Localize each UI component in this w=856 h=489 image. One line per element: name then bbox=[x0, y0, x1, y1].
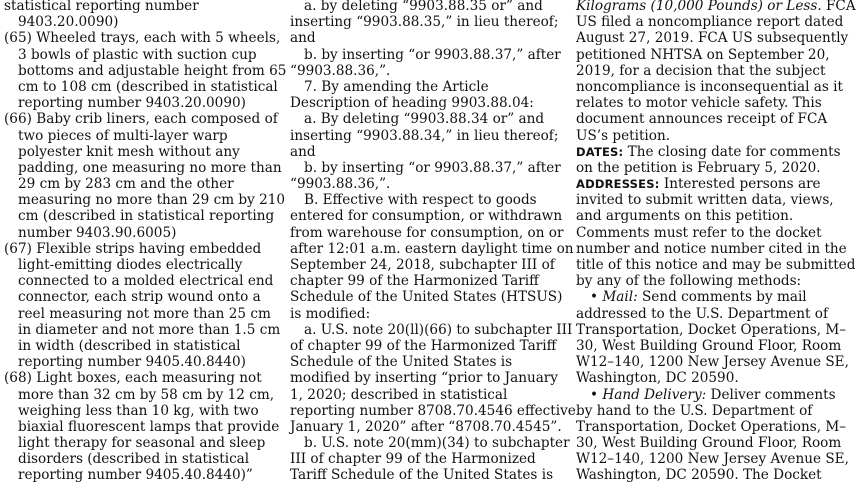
text-line: more than 32 cm by 58 cm by 12 cm, bbox=[18, 386, 275, 403]
addresses-line bbox=[576, 176, 842, 192]
hand-delivery-heading: Hand Delivery: bbox=[602, 386, 707, 403]
text-line: Comments must refer to the docket bbox=[576, 224, 822, 241]
petition-title-tail: Kilograms (10,000 Pounds) or Less. bbox=[576, 0, 822, 14]
text-line: Transportation, Docket Operations, M– bbox=[576, 321, 847, 338]
text-line: cm (described in statistical reporting bbox=[18, 208, 275, 225]
column-2 bbox=[290, 0, 576, 484]
text-line: reporting number 8708.70.4546 effective bbox=[290, 402, 576, 419]
text-line: reporting number 9405.40.8440) bbox=[18, 354, 246, 371]
text-line: a. U.S. note 20(ll)(66) to subchapter III bbox=[304, 321, 573, 338]
text-line: US’s petition. bbox=[576, 127, 671, 144]
text-line: inserting “9903.88.35,” in lieu thereof; bbox=[290, 14, 559, 31]
text-line: invited to submit written data, views, bbox=[576, 192, 834, 209]
text-line: 30, West Building Ground Floor, Room bbox=[576, 337, 842, 354]
text-line: W12–140, 1200 New Jersey Avenue SE, bbox=[576, 451, 849, 468]
text-line: after 12:01 a.m. eastern daylight time on bbox=[290, 240, 574, 257]
text-line: a. by deleting “9903.88.35 or” and bbox=[304, 0, 543, 14]
text-line: from warehouse for consumption, on or bbox=[290, 224, 564, 241]
text-line: entered for consumption, or withdrawn bbox=[290, 208, 563, 225]
text-line: and bbox=[290, 30, 316, 47]
text-fragment: Deliver comments bbox=[706, 386, 836, 403]
text-line: and bbox=[290, 143, 316, 160]
mail-bullet-line bbox=[576, 289, 842, 305]
text-line: biaxial fluorescent lamps that provide bbox=[18, 418, 280, 435]
text-line: “9903.88.36,”. bbox=[290, 176, 391, 193]
text-line: 1, 2020; described in statistical bbox=[290, 386, 508, 403]
text-line: Washington, DC 20590. bbox=[576, 370, 739, 387]
text-line: light-emitting diodes electrically bbox=[18, 257, 243, 273]
text-line: number 9403.90.6005) bbox=[18, 224, 177, 241]
text-fragment: The closing date for comments bbox=[623, 143, 841, 160]
text-line: two pieces of multi-layer warp bbox=[18, 127, 228, 144]
text-line: in diameter and not more than 1.5 cm bbox=[18, 321, 281, 338]
mail-heading: Mail: bbox=[602, 289, 638, 306]
bullet-icon: • bbox=[590, 386, 599, 403]
text-line: relates to motor vehicle safety. This bbox=[576, 95, 822, 112]
text-line: b. by inserting “or 9903.88.37,” after bbox=[304, 46, 561, 63]
list-item-65: (65) Wheeled trays, each with 5 wheels, bbox=[4, 30, 281, 47]
text-line: b. U.S. note 20(mm)(34) to subchapter bbox=[304, 435, 570, 452]
hand-delivery-bullet-line bbox=[576, 387, 842, 403]
text-line: January 1, 2020” after “8708.70.4545”. bbox=[290, 418, 562, 435]
text-line: document announces receipt of FCA bbox=[576, 111, 828, 128]
text-line: light therapy for seasonal and sleep bbox=[18, 435, 266, 452]
column-1 bbox=[4, 0, 287, 484]
list-item-68: (68) Light boxes, each measuring not bbox=[4, 370, 262, 387]
text-line: disorders (described in statistical bbox=[18, 451, 250, 468]
text-line: bottoms and adjustable height from 65 bbox=[18, 62, 287, 79]
column-3 bbox=[576, 0, 856, 484]
list-item-66: (66) Baby crib liners, each composed of bbox=[4, 111, 278, 128]
text-line: petitioned NHTSA on September 20, bbox=[576, 46, 830, 63]
text-line: by any of the following methods: bbox=[576, 273, 802, 290]
text-line: 2019, for a decision that the subject bbox=[576, 62, 826, 79]
text-line: “9903.88.36,”. bbox=[290, 62, 391, 79]
text-line: number and notice number cited in the bbox=[576, 240, 847, 257]
text-line: title of this notice and may be submitted bbox=[576, 257, 856, 273]
text-line: connector, each strip wound onto a bbox=[18, 289, 261, 306]
text-line bbox=[576, 0, 856, 14]
text-line: Description of heading 9903.88.04: bbox=[290, 95, 534, 112]
text-line: III of chapter 99 of the Harmonized bbox=[290, 451, 536, 468]
text-fragment: Interested persons are bbox=[659, 176, 821, 193]
text-line: statistical reporting number bbox=[4, 0, 199, 14]
dates-line bbox=[576, 144, 842, 160]
text-line: inserting “9903.88.34,” in lieu thereof; bbox=[290, 127, 559, 144]
text-line: connected to a molded electrical end bbox=[18, 273, 274, 290]
text-line: 9403.20.0090) bbox=[18, 14, 119, 31]
dates-heading: DATES: bbox=[576, 144, 624, 159]
addresses-heading: ADDRESSES: bbox=[576, 177, 660, 192]
text-line: of chapter 99 of the Harmonized Tariff bbox=[290, 337, 557, 354]
text-line: and arguments on this petition. bbox=[576, 208, 794, 225]
text-line: 7. By amending the Article bbox=[304, 78, 489, 95]
text-line: Schedule of the United States (HTSUS) bbox=[290, 289, 563, 306]
list-item-67: (67) Flexible strips having embedded bbox=[4, 240, 262, 257]
text-line: reporting number 9403.20.0090) bbox=[18, 95, 246, 112]
text-line: by hand to the U.S. Department of bbox=[576, 402, 813, 419]
text-line: US filed a noncompliance report dated bbox=[576, 14, 844, 31]
text-fragment: Send comments by mail bbox=[637, 289, 807, 306]
text-line: Schedule of the United States is bbox=[290, 354, 513, 371]
text-line: addressed to the U.S. Department of bbox=[576, 305, 829, 322]
text-line: padding, one measuring no more than bbox=[18, 159, 282, 176]
text-line: a. By deleting “9903.88.34 or” and bbox=[304, 111, 545, 128]
text-line: 30, West Building Ground Floor, Room bbox=[576, 435, 842, 452]
text-line: in width (described in statistical bbox=[18, 337, 241, 354]
text-line: reel measuring not more than 25 cm bbox=[18, 305, 271, 322]
text-line: on the petition is February 5, 2020. bbox=[576, 159, 821, 176]
text-line: W12–140, 1200 New Jersey Avenue SE, bbox=[576, 354, 849, 371]
text-line: modified by inserting “prior to January bbox=[290, 370, 558, 387]
text-line: b. by inserting “or 9903.88.37,” after bbox=[304, 159, 561, 176]
text-line: noncompliance is inconsequential as it bbox=[576, 78, 843, 95]
text-line: measuring no more than 29 cm by 210 bbox=[18, 192, 286, 209]
text-line: 3 bowls of plastic with suction cup bbox=[18, 46, 257, 63]
text-line: 29 cm by 283 cm and the other bbox=[18, 176, 234, 193]
text-line: polyester knit mesh without any bbox=[18, 143, 240, 160]
text-line: weighing less than 10 kg, with two bbox=[18, 402, 259, 419]
text-line: chapter 99 of the Harmonized Tariff bbox=[290, 273, 539, 290]
bullet-icon: • bbox=[590, 289, 599, 306]
text-line: Tariff Schedule of the United States is bbox=[290, 467, 554, 484]
text-line: September 24, 2018, subchapter III of bbox=[290, 257, 555, 273]
text-fragment: FCA bbox=[821, 0, 856, 14]
text-line: cm to 108 cm (described in statistical bbox=[18, 78, 278, 95]
text-line: August 27, 2019. FCA US subsequently bbox=[576, 30, 849, 47]
text-line: reporting number 9405.40.8440)” bbox=[18, 467, 253, 484]
text-line: is modified: bbox=[290, 305, 371, 322]
text-line: B. Effective with respect to goods bbox=[304, 192, 537, 209]
text-line: Washington, DC 20590. The Docket bbox=[576, 467, 822, 484]
text-line: Transportation, Docket Operations, M– bbox=[576, 418, 847, 435]
